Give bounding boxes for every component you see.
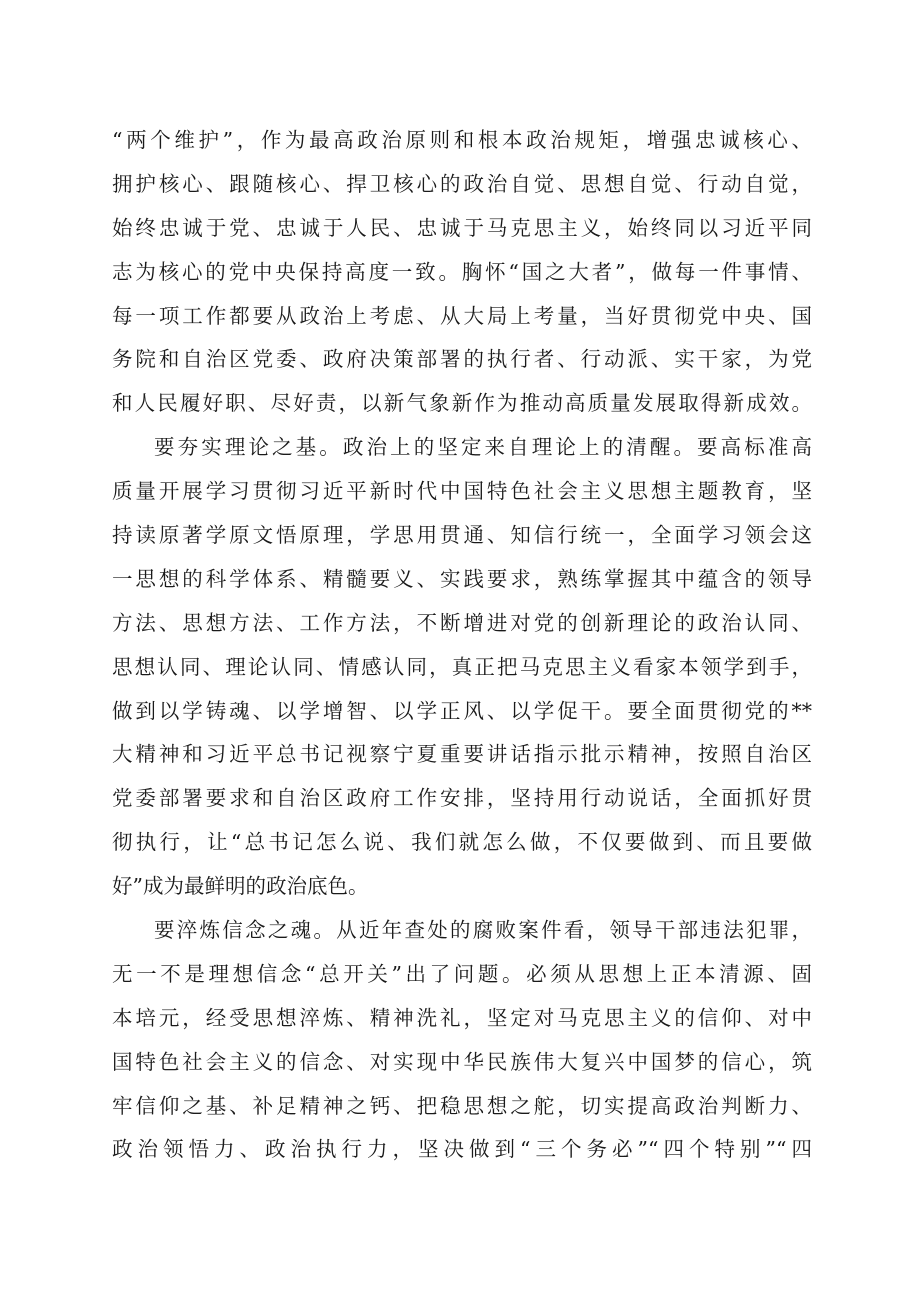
text-line: 始终忠诚于党、忠诚于人民、忠诚于马克思主义，始终同以习近平同 bbox=[112, 215, 812, 240]
body-text bbox=[112, 119, 812, 1172]
text-line: 务院和自治区党委、政府决策部署的执行者、行动派、实干家，为党 bbox=[112, 347, 812, 372]
text-line: 本培元，经受思想淬炼、精神洗礼，坚定对马克思主义的信仰、对中 bbox=[112, 1005, 812, 1030]
text-line: 和人民履好职、尽好责，以新气象新作为推动高质量发展取得新成效。 bbox=[112, 391, 812, 416]
text-line: 方法、思想方法、工作方法，不断增进对党的创新理论的政治认同、 bbox=[112, 610, 812, 635]
text-line: 做到以学铸魂、以学增智、以学正风、以学促干。要全面贯彻党的** bbox=[112, 698, 812, 723]
text-line: “两个维护”，作为最高政治原则和根本政治规矩，增强忠诚核心、 bbox=[112, 128, 812, 152]
text-line: 一思想的科学体系、精髓要义、实践要求，熟练掌握其中蕴含的领导 bbox=[112, 566, 812, 591]
text-line: 质量开展学习贯彻习近平新时代中国特色社会主义思想主题教育，坚 bbox=[112, 479, 812, 504]
text-line: 国特色社会主义的信念、对实现中华民族伟大复兴中国梦的信心，筑 bbox=[112, 1049, 812, 1074]
text-line: 党委部署要求和自治区政府工作安排，坚持用行动说话，全面抓好贯 bbox=[112, 786, 812, 811]
text-line: 每一项工作都要从政治上考虑、从大局上考量，当好贯彻党中央、国 bbox=[112, 303, 812, 328]
text-line: 牢信仰之基、补足精神之钙、把稳思想之舵，切实提高政治判断力、 bbox=[112, 1093, 812, 1118]
text-line: 政治领悟力、政治执行力，坚决做到“三个务必”“四个特别”“四 bbox=[112, 1137, 812, 1162]
text-line: 持读原著学原文悟原理，学思用贯通、知信行统一，全面学习领会这 bbox=[112, 523, 812, 548]
text-line: 好”成为最鲜明的政治底色。 bbox=[112, 874, 369, 899]
text-line: 无一不是理想信念“总开关”出了问题。必须从思想上正本清源、固 bbox=[112, 961, 812, 986]
text-line: 拥护核心、跟随核心、捍卫核心的政治自觉、思想自觉、行动自觉， bbox=[112, 171, 812, 196]
paragraph bbox=[112, 119, 812, 426]
text-line: 要夯实理论之基。政治上的坚定来自理论上的清醒。要高标准高 bbox=[154, 435, 812, 460]
text-line: 大精神和习近平总书记视察宁夏重要讲话指示批示精神，按照自治区 bbox=[112, 742, 812, 767]
paragraph bbox=[112, 909, 812, 1172]
text-line: 志为核心的党中央保持高度一致。胸怀“国之大者”，做每一件事情、 bbox=[112, 259, 812, 284]
text-line: 彻执行，让“总书记怎么说、我们就怎么做，不仅要做到、而且要做 bbox=[112, 830, 812, 855]
paragraph bbox=[112, 426, 812, 909]
text-line: 思想认同、理论认同、情感认同，真正把马克思主义看家本领学到手， bbox=[112, 654, 812, 679]
text-line: 要淬炼信念之魂。从近年查处的腐败案件看，领导干部违法犯罪， bbox=[154, 918, 812, 943]
